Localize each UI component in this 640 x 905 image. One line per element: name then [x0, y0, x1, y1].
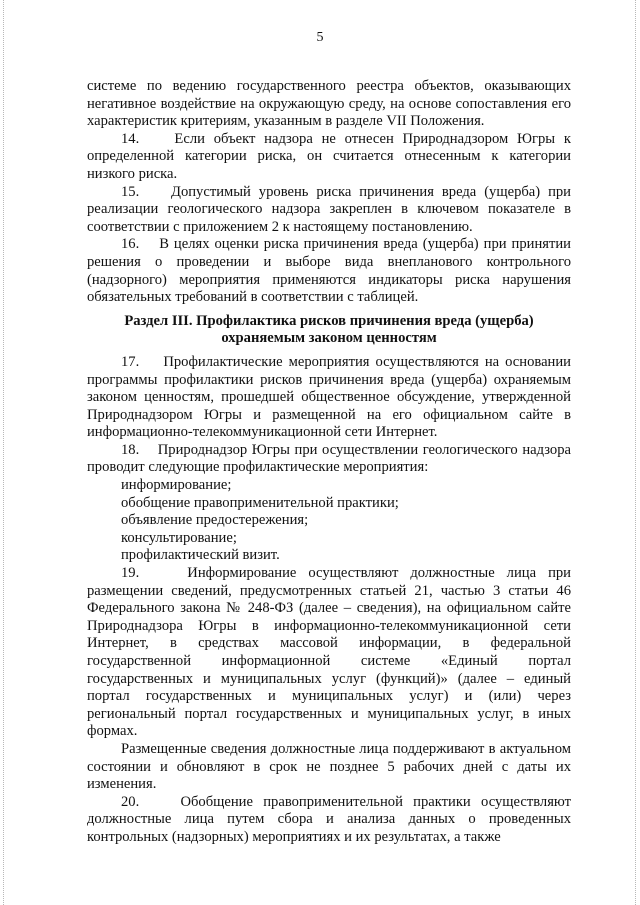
paragraph-17: 17. Профилактические мероприятия осуществляются на основании программы профилактики рисков причинения вреда (ущерба) охраняемым законом ценностям, прошедшей общественное обсуждение, утвержденной Природнадзором Югры и размещенной на его официальном сайте в информационно-телекоммуникационной сети Интернет. [87, 353, 571, 441]
paragraph-19-continuation: Размещенные сведения должностные лица поддерживают в актуальном состоянии и обновляют в срок не позднее 5 рабочих дней с даты их изменения. [87, 740, 571, 793]
paragraph-19: 19. Информирование осуществляют должностные лица при размещении сведений, предусмотренных статьей 21, частью 3 статьи 46 Федерального закона № 248-ФЗ (далее – сведения), на официальном сайте Природнадзора Югры в информационно-телекоммуникационной сети Интернет, в средствах массовой информации, в федеральной государственной информационной системе «Единый портал государственных и муниципальных услуг (функций)» (далее – единый портал государственных и муниципальных услуг) и (или) через региональный портал государственных и муниципальных услуг, в иных формах. [87, 565, 571, 740]
scan-edge-right [635, 0, 637, 905]
paragraph-13-continuation: системе по ведению государственного реестра объектов, оказывающих негативное воздействие на окружающую среду, на основе сопоставления его характеристик критериям, указанным в разделе VII Положения. [87, 78, 571, 130]
list-item: информирование; [121, 477, 232, 494]
document-body [87, 78, 571, 847]
paragraph-14: 14. Если объект надзора не отнесен Природнадзором Югры к определенной категории риска, он считается отнесенным к категории низкого риска. [87, 130, 571, 182]
section-heading [87, 313, 571, 348]
section-heading-line-1: Раздел III. Профилактика рисков причинения вреда (ущерба) [124, 312, 534, 329]
section-heading-line-2: охраняемым законом ценностям [221, 330, 437, 347]
paragraph-18: 18. Природнадзор Югры при осуществлении геологического надзора проводит следующие профилактические мероприятия: [87, 441, 571, 476]
list-item: профилактический визит. [121, 547, 280, 564]
paragraph-20: 20. Обобщение правоприменительной практики осуществляют должностные лица путем сбора и анализа данных о проведенных контрольных (надзорных) мероприятиях и их результатах, а также [87, 793, 571, 845]
paragraph-15: 15. Допустимый уровень риска причинения вреда (ущерба) при реализации геологического надзора закреплен в ключевом показателе в соответствии с приложением 2 к настоящему постановлению. [87, 183, 571, 235]
page-number: 5 [316, 30, 324, 45]
scan-edge-left [3, 0, 5, 905]
list-item: консультирование; [121, 529, 237, 546]
prevention-measures-list [87, 477, 571, 565]
paragraph-16: 16. В целях оценки риска причинения вреда (ущерба) при принятии решения о проведении и выборе вида внепланового контрольного (надзорного) мероприятия применяются индикаторы риска нарушения обязательных требований в соответствии с таблицей. [87, 236, 571, 306]
list-item: объявление предостережения; [121, 512, 309, 529]
list-item: обобщение правоприменительной практики; [121, 494, 399, 511]
